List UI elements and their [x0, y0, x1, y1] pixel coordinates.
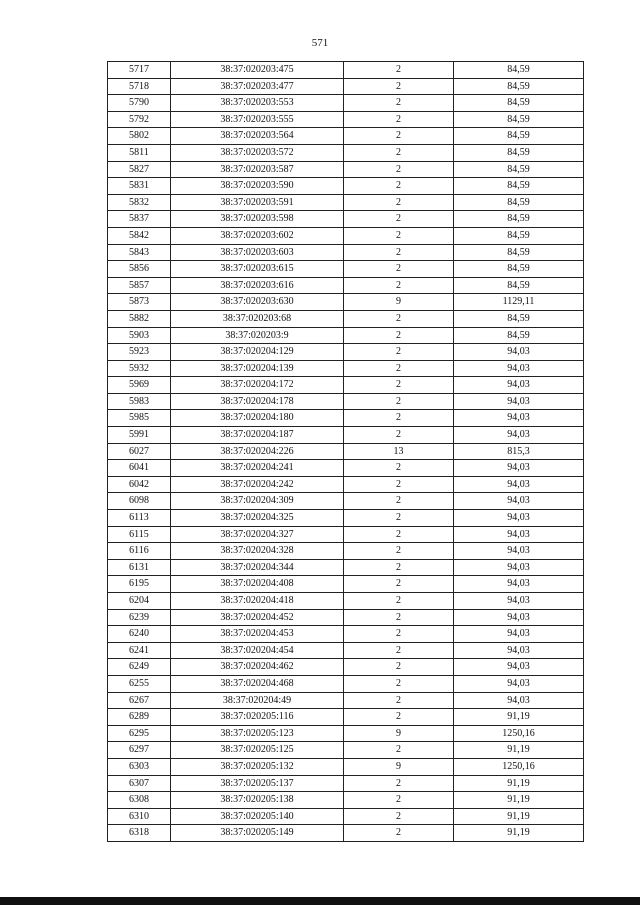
- count-cell: 2: [344, 460, 454, 477]
- count-cell: 2: [344, 128, 454, 145]
- cadastral-number-cell: 38:37:020204:462: [171, 659, 344, 676]
- value-cell: 1250,16: [454, 725, 584, 742]
- count-cell: 2: [344, 576, 454, 593]
- table-row: [108, 642, 584, 659]
- count-cell: 2: [344, 194, 454, 211]
- count-cell: 2: [344, 227, 454, 244]
- table-row: [108, 393, 584, 410]
- row-number-cell: 5832: [108, 194, 171, 211]
- cadastral-number-cell: 38:37:020205:123: [171, 725, 344, 742]
- table-row: [108, 543, 584, 560]
- count-cell: 13: [344, 443, 454, 460]
- value-cell: 91,19: [454, 709, 584, 726]
- cadastral-number-cell: 38:37:020205:149: [171, 825, 344, 842]
- value-cell: 91,19: [454, 775, 584, 792]
- value-cell: 84,59: [454, 327, 584, 344]
- count-cell: 2: [344, 742, 454, 759]
- row-number-cell: 6310: [108, 808, 171, 825]
- count-cell: 2: [344, 393, 454, 410]
- count-cell: 2: [344, 310, 454, 327]
- table-row: [108, 593, 584, 610]
- cadastral-number-cell: 38:37:020203:615: [171, 261, 344, 278]
- table-row: [108, 808, 584, 825]
- table-row: [108, 211, 584, 228]
- count-cell: 2: [344, 593, 454, 610]
- cadastral-number-cell: 38:37:020203:590: [171, 178, 344, 195]
- cadastral-number-cell: 38:37:020204:139: [171, 360, 344, 377]
- table-row: [108, 327, 584, 344]
- row-number-cell: 5903: [108, 327, 171, 344]
- row-number-cell: 6042: [108, 476, 171, 493]
- table-row: [108, 244, 584, 261]
- table-row: [108, 144, 584, 161]
- row-number-cell: 6113: [108, 510, 171, 527]
- cadastral-number-cell: 38:37:020204:327: [171, 526, 344, 543]
- value-cell: 94,03: [454, 642, 584, 659]
- count-cell: 2: [344, 62, 454, 79]
- cadastral-number-cell: 38:37:020204:454: [171, 642, 344, 659]
- cadastral-number-cell: 38:37:020203:555: [171, 111, 344, 128]
- table-row: [108, 261, 584, 278]
- row-number-cell: 5985: [108, 410, 171, 427]
- value-cell: 84,59: [454, 144, 584, 161]
- row-number-cell: 5857: [108, 277, 171, 294]
- value-cell: 94,03: [454, 692, 584, 709]
- value-cell: 94,03: [454, 493, 584, 510]
- row-number-cell: 6241: [108, 642, 171, 659]
- cadastral-number-cell: 38:37:020204:241: [171, 460, 344, 477]
- row-number-cell: 6308: [108, 792, 171, 809]
- table-row: [108, 194, 584, 211]
- table-row: [108, 526, 584, 543]
- table-body: [108, 62, 584, 842]
- row-number-cell: 6303: [108, 758, 171, 775]
- table-row: [108, 709, 584, 726]
- count-cell: 2: [344, 609, 454, 626]
- count-cell: 2: [344, 493, 454, 510]
- table-row: [108, 460, 584, 477]
- value-cell: 84,59: [454, 111, 584, 128]
- cadastral-number-cell: 38:37:020204:418: [171, 593, 344, 610]
- table-row: [108, 377, 584, 394]
- cadastral-number-cell: 38:37:020204:344: [171, 559, 344, 576]
- table-row: [108, 725, 584, 742]
- row-number-cell: 6027: [108, 443, 171, 460]
- table-row: [108, 111, 584, 128]
- row-number-cell: 6115: [108, 526, 171, 543]
- value-cell: 84,59: [454, 194, 584, 211]
- table-row: [108, 443, 584, 460]
- row-number-cell: 5991: [108, 427, 171, 444]
- count-cell: 2: [344, 144, 454, 161]
- row-number-cell: 6318: [108, 825, 171, 842]
- table-row: [108, 758, 584, 775]
- cadastral-number-cell: 38:37:020204:468: [171, 675, 344, 692]
- value-cell: 84,59: [454, 310, 584, 327]
- value-cell: 94,03: [454, 543, 584, 560]
- count-cell: 2: [344, 775, 454, 792]
- table-row: [108, 675, 584, 692]
- row-number-cell: 6098: [108, 493, 171, 510]
- count-cell: 2: [344, 277, 454, 294]
- value-cell: 84,59: [454, 277, 584, 294]
- page-number: 571: [311, 37, 329, 49]
- value-cell: 815,3: [454, 443, 584, 460]
- cadastral-number-cell: 38:37:020205:140: [171, 808, 344, 825]
- count-cell: 2: [344, 427, 454, 444]
- cadastral-number-cell: 38:37:020204:408: [171, 576, 344, 593]
- table-row: [108, 78, 584, 95]
- table-row: [108, 476, 584, 493]
- data-table-container: [107, 61, 583, 842]
- count-cell: 9: [344, 725, 454, 742]
- cadastral-number-cell: 38:37:020203:630: [171, 294, 344, 311]
- value-cell: 91,19: [454, 742, 584, 759]
- count-cell: 2: [344, 327, 454, 344]
- row-number-cell: 6297: [108, 742, 171, 759]
- value-cell: 84,59: [454, 178, 584, 195]
- row-number-cell: 5802: [108, 128, 171, 145]
- count-cell: 2: [344, 526, 454, 543]
- count-cell: 2: [344, 692, 454, 709]
- count-cell: 2: [344, 111, 454, 128]
- cadastral-number-cell: 38:37:020205:138: [171, 792, 344, 809]
- cadastral-number-cell: 38:37:020203:477: [171, 78, 344, 95]
- cadastral-number-cell: 38:37:020203:616: [171, 277, 344, 294]
- value-cell: 91,19: [454, 792, 584, 809]
- cadastral-number-cell: 38:37:020203:587: [171, 161, 344, 178]
- row-number-cell: 6116: [108, 543, 171, 560]
- table-row: [108, 128, 584, 145]
- table-row: [108, 510, 584, 527]
- cadastral-number-cell: 38:37:020204:172: [171, 377, 344, 394]
- value-cell: 94,03: [454, 427, 584, 444]
- count-cell: 2: [344, 825, 454, 842]
- row-number-cell: 6249: [108, 659, 171, 676]
- value-cell: 94,03: [454, 576, 584, 593]
- value-cell: 94,03: [454, 526, 584, 543]
- value-cell: 84,59: [454, 128, 584, 145]
- count-cell: 2: [344, 360, 454, 377]
- row-number-cell: 6131: [108, 559, 171, 576]
- count-cell: 2: [344, 377, 454, 394]
- scan-bottom-edge: [0, 897, 640, 905]
- cadastral-number-cell: 38:37:020203:603: [171, 244, 344, 261]
- cadastral-number-cell: 38:37:020204:242: [171, 476, 344, 493]
- cadastral-number-cell: 38:37:020203:598: [171, 211, 344, 228]
- row-number-cell: 6195: [108, 576, 171, 593]
- table-row: [108, 227, 584, 244]
- value-cell: 94,03: [454, 675, 584, 692]
- row-number-cell: 5790: [108, 95, 171, 112]
- table-row: [108, 178, 584, 195]
- count-cell: 2: [344, 559, 454, 576]
- cadastral-number-cell: 38:37:020204:325: [171, 510, 344, 527]
- cadastral-number-cell: 38:37:020204:226: [171, 443, 344, 460]
- value-cell: 1129,11: [454, 294, 584, 311]
- cadastral-number-cell: 38:37:020205:116: [171, 709, 344, 726]
- row-number-cell: 5718: [108, 78, 171, 95]
- count-cell: 2: [344, 659, 454, 676]
- value-cell: 84,59: [454, 227, 584, 244]
- count-cell: 2: [344, 709, 454, 726]
- cadastral-number-cell: 38:37:020205:132: [171, 758, 344, 775]
- count-cell: 2: [344, 476, 454, 493]
- cadastral-number-cell: 38:37:020203:553: [171, 95, 344, 112]
- count-cell: 2: [344, 211, 454, 228]
- value-cell: 94,03: [454, 659, 584, 676]
- cadastral-number-cell: 38:37:020204:180: [171, 410, 344, 427]
- count-cell: 2: [344, 178, 454, 195]
- value-cell: 94,03: [454, 460, 584, 477]
- value-cell: 84,59: [454, 95, 584, 112]
- value-cell: 94,03: [454, 344, 584, 361]
- value-cell: 84,59: [454, 62, 584, 79]
- value-cell: 84,59: [454, 211, 584, 228]
- count-cell: 2: [344, 261, 454, 278]
- cadastral-number-cell: 38:37:020203:9: [171, 327, 344, 344]
- count-cell: 2: [344, 642, 454, 659]
- table-row: [108, 609, 584, 626]
- value-cell: 84,59: [454, 78, 584, 95]
- cadastral-number-cell: 38:37:020203:475: [171, 62, 344, 79]
- value-cell: 91,19: [454, 825, 584, 842]
- table-row: [108, 62, 584, 79]
- value-cell: 84,59: [454, 161, 584, 178]
- table-row: [108, 626, 584, 643]
- count-cell: 2: [344, 410, 454, 427]
- count-cell: 9: [344, 294, 454, 311]
- table-row: [108, 493, 584, 510]
- data-table: [107, 61, 584, 842]
- row-number-cell: 6295: [108, 725, 171, 742]
- value-cell: 94,03: [454, 393, 584, 410]
- cadastral-number-cell: 38:37:020205:125: [171, 742, 344, 759]
- cadastral-number-cell: 38:37:020204:309: [171, 493, 344, 510]
- cadastral-number-cell: 38:37:020203:572: [171, 144, 344, 161]
- value-cell: 94,03: [454, 476, 584, 493]
- row-number-cell: 5983: [108, 393, 171, 410]
- table-row: [108, 344, 584, 361]
- table-row: [108, 294, 584, 311]
- value-cell: 1250,16: [454, 758, 584, 775]
- cadastral-number-cell: 38:37:020204:453: [171, 626, 344, 643]
- value-cell: 84,59: [454, 244, 584, 261]
- value-cell: 84,59: [454, 261, 584, 278]
- row-number-cell: 5792: [108, 111, 171, 128]
- row-number-cell: 6307: [108, 775, 171, 792]
- row-number-cell: 5843: [108, 244, 171, 261]
- row-number-cell: 5717: [108, 62, 171, 79]
- count-cell: 9: [344, 758, 454, 775]
- cadastral-number-cell: 38:37:020204:452: [171, 609, 344, 626]
- row-number-cell: 5932: [108, 360, 171, 377]
- count-cell: 2: [344, 808, 454, 825]
- row-number-cell: 6204: [108, 593, 171, 610]
- value-cell: 94,03: [454, 559, 584, 576]
- row-number-cell: 6239: [108, 609, 171, 626]
- value-cell: 94,03: [454, 410, 584, 427]
- count-cell: 2: [344, 244, 454, 261]
- cadastral-number-cell: 38:37:020203:564: [171, 128, 344, 145]
- count-cell: 2: [344, 510, 454, 527]
- cadastral-number-cell: 38:37:020203:602: [171, 227, 344, 244]
- row-number-cell: 5811: [108, 144, 171, 161]
- row-number-cell: 5842: [108, 227, 171, 244]
- table-row: [108, 742, 584, 759]
- cadastral-number-cell: 38:37:020204:129: [171, 344, 344, 361]
- table-row: [108, 410, 584, 427]
- count-cell: 2: [344, 792, 454, 809]
- row-number-cell: 5873: [108, 294, 171, 311]
- count-cell: 2: [344, 95, 454, 112]
- cadastral-number-cell: 38:37:020204:49: [171, 692, 344, 709]
- table-row: [108, 659, 584, 676]
- table-row: [108, 559, 584, 576]
- count-cell: 2: [344, 675, 454, 692]
- table-row: [108, 576, 584, 593]
- row-number-cell: 5882: [108, 310, 171, 327]
- value-cell: 94,03: [454, 360, 584, 377]
- value-cell: 94,03: [454, 510, 584, 527]
- table-row: [108, 692, 584, 709]
- value-cell: 94,03: [454, 626, 584, 643]
- count-cell: 2: [344, 626, 454, 643]
- row-number-cell: 6041: [108, 460, 171, 477]
- table-row: [108, 161, 584, 178]
- row-number-cell: 6267: [108, 692, 171, 709]
- table-row: [108, 825, 584, 842]
- table-row: [108, 427, 584, 444]
- row-number-cell: 6255: [108, 675, 171, 692]
- table-row: [108, 310, 584, 327]
- count-cell: 2: [344, 161, 454, 178]
- table-row: [108, 277, 584, 294]
- cadastral-number-cell: 38:37:020203:68: [171, 310, 344, 327]
- cadastral-number-cell: 38:37:020203:591: [171, 194, 344, 211]
- table-row: [108, 360, 584, 377]
- cadastral-number-cell: 38:37:020204:328: [171, 543, 344, 560]
- row-number-cell: 6240: [108, 626, 171, 643]
- cadastral-number-cell: 38:37:020205:137: [171, 775, 344, 792]
- value-cell: 94,03: [454, 609, 584, 626]
- value-cell: 94,03: [454, 593, 584, 610]
- table-row: [108, 95, 584, 112]
- count-cell: 2: [344, 344, 454, 361]
- row-number-cell: 5856: [108, 261, 171, 278]
- row-number-cell: 5827: [108, 161, 171, 178]
- cadastral-number-cell: 38:37:020204:178: [171, 393, 344, 410]
- row-number-cell: 5837: [108, 211, 171, 228]
- row-number-cell: 6289: [108, 709, 171, 726]
- value-cell: 91,19: [454, 808, 584, 825]
- table-row: [108, 792, 584, 809]
- row-number-cell: 5831: [108, 178, 171, 195]
- row-number-cell: 5923: [108, 344, 171, 361]
- cadastral-number-cell: 38:37:020204:187: [171, 427, 344, 444]
- count-cell: 2: [344, 78, 454, 95]
- table-row: [108, 775, 584, 792]
- value-cell: 94,03: [454, 377, 584, 394]
- count-cell: 2: [344, 543, 454, 560]
- row-number-cell: 5969: [108, 377, 171, 394]
